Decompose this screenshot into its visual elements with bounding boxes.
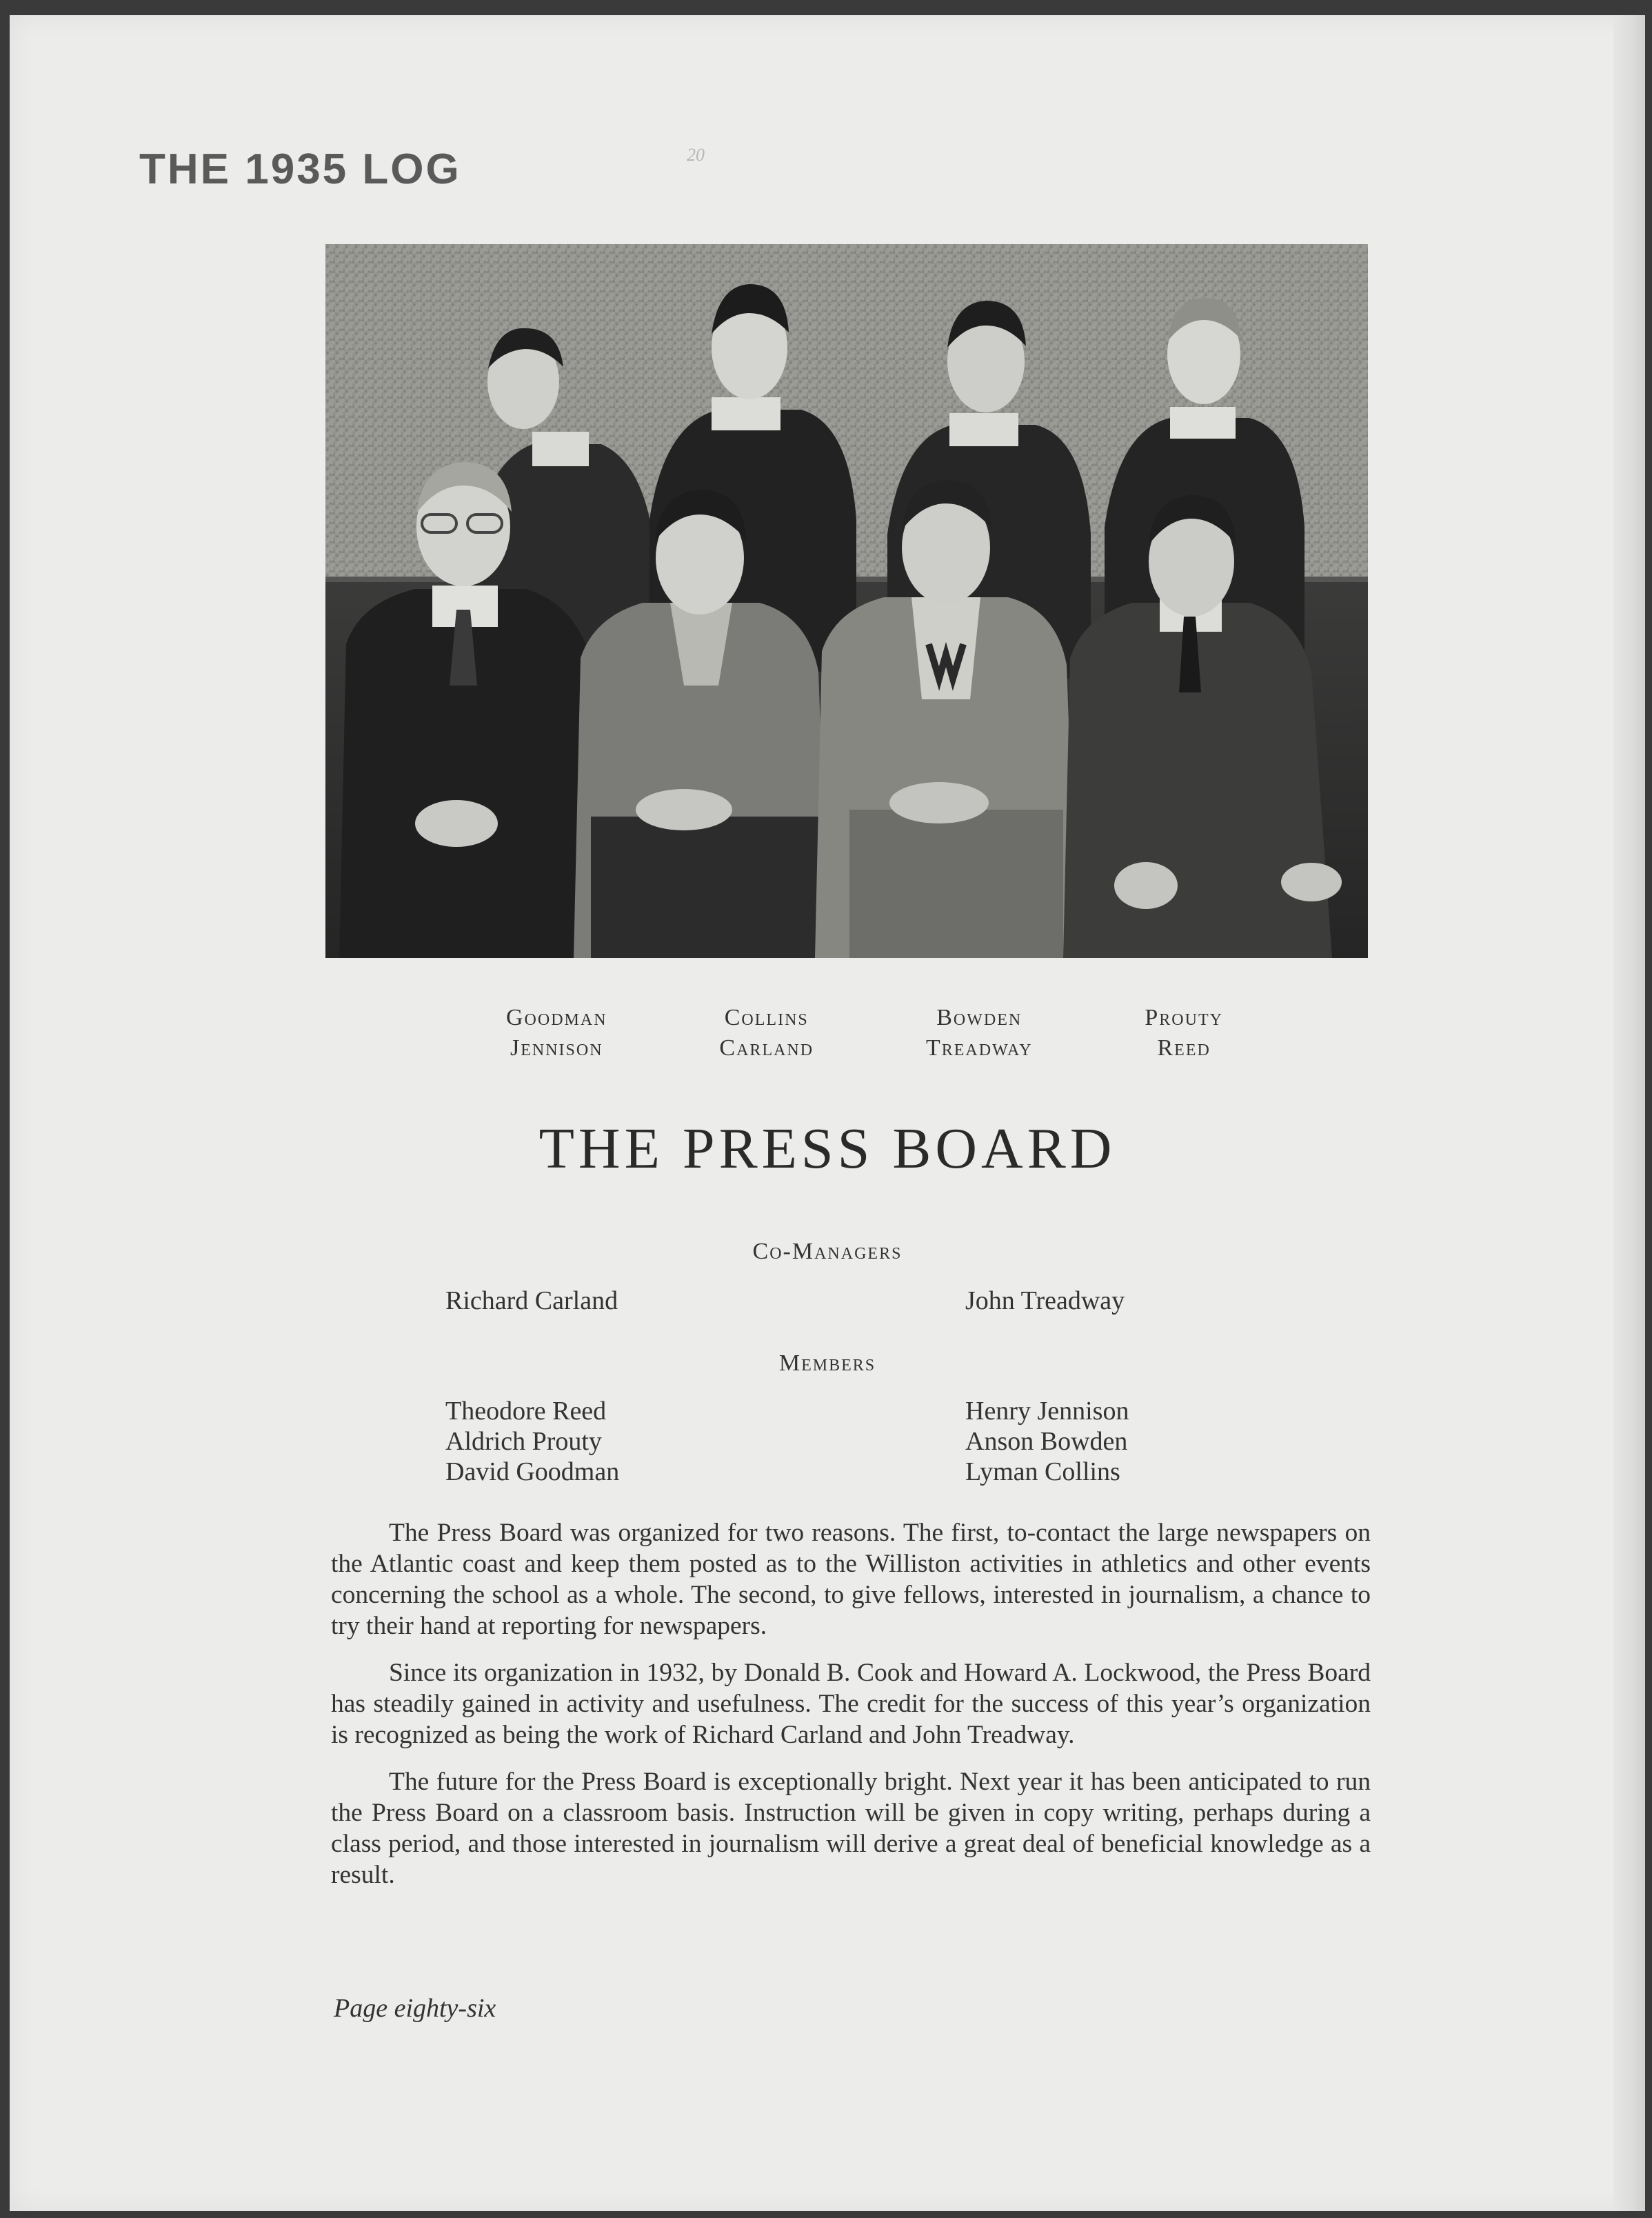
member-name: Henry Jennison [965,1397,1129,1426]
member-name: David Goodman [445,1457,620,1486]
photo-captions [506,1003,1223,1063]
paragraph-3: The future for the Press Board is exceptionally bright. Next year it has been anticipated to run the Press Board on a classroom basis. Instruction will be given in copy writing, perhaps during a class period, and those interested in journalism will derive a great deal of beneficial knowledge as a result. [331,1768,1371,1889]
caption-top-1: Goodman [506,1005,607,1030]
page-title: THE PRESS BOARD [538,1117,1116,1181]
caption-top-2: Collins [724,1005,809,1030]
co-manager-right: John Treadway [965,1286,1125,1315]
caption-bottom-2: Carland [719,1035,814,1061]
caption-column-2 [719,1003,814,1063]
page-number: Page eighty-six [334,1994,496,2023]
caption-bottom-4: Reed [1157,1035,1211,1061]
member-name: Anson Bowden [965,1427,1128,1456]
caption-column-3 [926,1003,1033,1063]
group-photo [325,244,1368,958]
member-name: Aldrich Prouty [445,1427,602,1456]
member-name: Theodore Reed [445,1397,607,1426]
co-managers-label: Co-Managers [752,1239,903,1264]
members-right-list [965,1396,1129,1487]
paragraph-1: The Press Board was organized for two reasons. The first, to-contact the large newspapers on the Atlantic coast and keep them posted as to the Williston activities in athletics and other events concerning the school as a whole. The second, to give fellows, interested in journalism, a chance to try their hand at reporting for newspapers. [331,1519,1371,1640]
caption-bottom-1: Jennison [510,1035,603,1061]
yearbook-page [10,15,1645,2211]
caption-top-3: Bowden [936,1005,1023,1030]
caption-top-4: Prouty [1145,1005,1223,1030]
page-edge [1613,15,1645,2211]
article-body [331,1517,1371,1906]
paragraph-2: Since its organization in 1932, by Donald B. Cook and Howard A. Lockwood, the Press Board has steadily gained in activity and usefulness. The credit for the success of this year’s organization is recognized as being the work of Richard Carland and John Treadway. [331,1659,1371,1749]
caption-column-4 [1145,1003,1223,1063]
caption-column-1 [506,1003,607,1063]
group-photo-image [325,244,1368,958]
pencil-mark: 20 [687,145,705,165]
member-name: Lyman Collins [965,1457,1120,1486]
members-left-list [445,1396,619,1487]
caption-bottom-3: Treadway [925,1035,1033,1061]
co-manager-left: Richard Carland [445,1286,618,1315]
running-head: THE 1935 LOG [139,146,461,193]
members-label: Members [778,1350,876,1376]
